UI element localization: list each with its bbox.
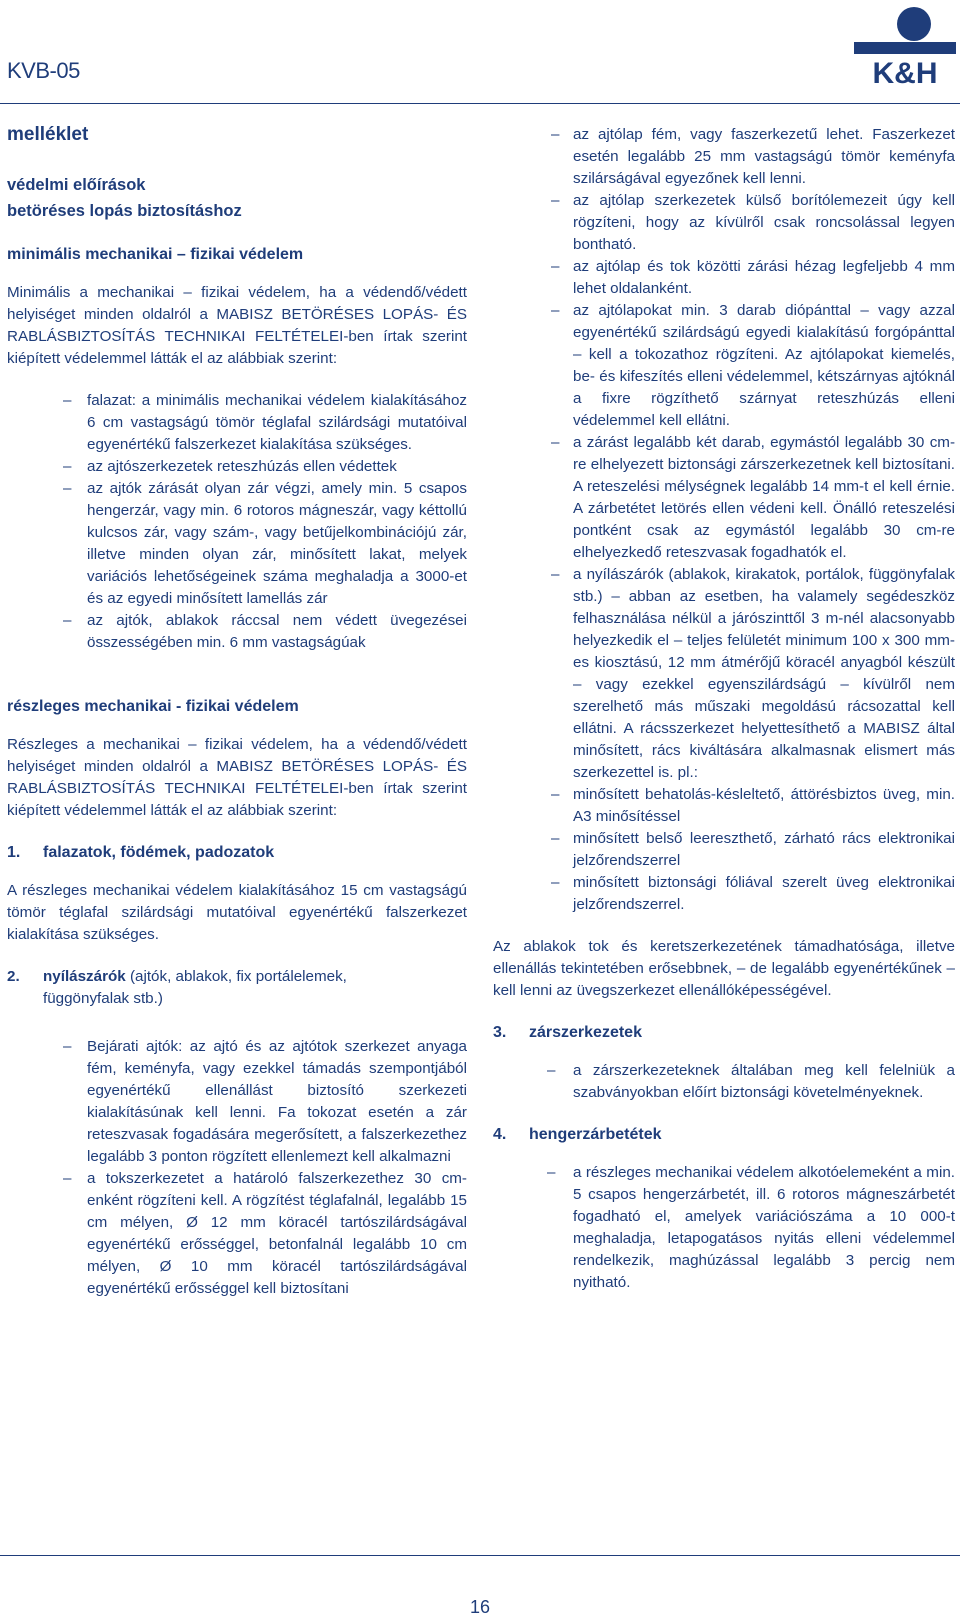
list-item: – a részleges mechanikai védelem alkotóelemeként a min. 5 csapos hengerzárbetét, ill. 6 rotoros mágneszárbetét fogadható el, amelyek variációszáma a 10 000-t meghaladja, letapogatásos nyitás elleni védelemmel rendelkezik, maghúzással legalább 3 percig nem nyitható. [493, 1162, 955, 1294]
list-item: – az ajtólap szerkezetek külső borítólemezeit úgy kell rögzíteni, hogy az kívülről csak roncsolással legyen bontható. [493, 190, 955, 256]
heading-continuation: függönyfalak stb.) [43, 990, 163, 1007]
list-item: – az ajtólapokat min. 3 darab diópánttal – vagy azzal egyenértékű szilárdságú egyedi kialakítású forgópánttal – kell a tokozathoz rögzíteni. Az ajtólapokat kiemelés, be- és kifeszítés elleni védelemmel, kétszárnyas ajtóknál a fixre rögzíthető szárnyat reteszhúzás elleni védelemmel kell ellátni. [493, 300, 955, 432]
kh-logo [852, 4, 958, 86]
list-item: – az ajtószerkezetek reteszhúzás ellen védettek [7, 456, 467, 478]
logo-bar [854, 42, 956, 54]
list-item: – minősített belső leereszthető, zárható rács elektronikai jelzőrendszerrel [493, 828, 955, 872]
section-heading-partial: részleges mechanikai - fizikai védelem [7, 698, 299, 715]
numbered-heading-1 [7, 842, 467, 864]
heading-rest: (ajtók, ablakok, fix portálelemek, [125, 968, 347, 985]
numbered-heading-3 [493, 1022, 955, 1044]
list-item: – a zárszerkezeteknek általában meg kell felelniük a szabványokban előírt biztonsági követelményeknek. [493, 1060, 955, 1104]
heading-number: 1. [7, 844, 21, 861]
doc-code: KVB-05 [7, 58, 80, 83]
list-item: – az ajtók zárását olyan zár végzi, amely min. 5 csapos hengerzár, vagy min. 6 rotoros mágneszár, vagy kéttollú kulcsos zár, vagy szám-, vagy betűjelkombinációjú zár, illetve minden olyan zár, minősített lakat, melyek variációs lehetőségeinek száma meghaladja a 3000-et és az egyedi minősített lamellás zár [7, 478, 467, 610]
section-intro-partial: Részleges a mechanikai – fizikai védelem, ha a védendő/védett helyiséget minden oldalról a MABISZ BETÖRÉSES LOPÁS- ÉS RABLÁSBIZTOSÍTÁS TECHNIKAI FELTÉTELEI-ben írtak szerint kiépített védelemmel látták el az alábbiak szerint: [7, 736, 467, 819]
list-item: – az ajtólap fém, vagy faszerkezetű lehet. Faszerkezet esetén legalább 25 mm vastagságú tömör keményfa szilárságával egyezőnek kell lenni. [493, 124, 955, 190]
page-number: 16 [469, 1597, 491, 1617]
list-item: – falazat: a minimális mechanikai védelem kialakításához 6 cm vastagságú tömör téglafal szilárdsági mutatóival egyenértékű falszerkezet kialakítása szükséges. [7, 390, 467, 456]
heading-text: falazatok, födémek, padozatok [43, 844, 275, 861]
page-title: melléklet [7, 124, 89, 145]
main-heading-line: betöréses lopás biztosításhoz [7, 202, 242, 220]
heading-text: nyílászárók [43, 968, 126, 985]
doors-list [7, 1036, 467, 1300]
main-heading-line: védelmi előírások [7, 176, 146, 194]
right-column [493, 124, 955, 1314]
list-item: – Bejárati ajtók: az ajtó és az ajtótok szerkezet anyaga fém, keményfa, vagy ezekkel támadás szempontjából egyenértékű ellenállást biztosító szerkezeti kialakításúnak kell lenni. Fa tokozat esetén a zár reteszvasak fogadására megerősített, a falszerkezethez legalább 3 ponton rögzített ellenlemezt kell alkalmazni [7, 1036, 467, 1168]
list-item: – az ajtólap és tok közötti zárási hézag legfeljebb 4 mm lehet oldalanként. [493, 256, 955, 300]
heading-number: 4. [493, 1126, 507, 1143]
list-item: – a nyílászárók (ablakok, kirakatok, portálok, függönyfalak stb.) – abban az esetben, ha valamely segédeszköz felhasználása nélkül a járószinttől 3 m-nél alacsonyabb helyezkedik el – teljes felületét minimum 100 x 300 mm-es kiosztású, 12 mm átmérőjű köracél anyagból készült – vagy ezekkel egyenszilárdságú – kívülről nem szerelhető más műszaki megoldású rácsozattal kell ellátni. A rácsszerkezet helyettesíthető a MABISZ által minősített, rács kiváltására alkalmasnak elismert más szerkezettel is. pl.: [493, 564, 955, 784]
logo-figure-head [897, 7, 931, 41]
list-item: – minősített biztonsági fóliával szerelt üveg elektronikai jelzőrendszerrel. [493, 872, 955, 916]
heading-number: 2. [7, 968, 20, 985]
numbered-heading-4 [493, 1124, 955, 1146]
logo-text: K&H [872, 57, 938, 86]
list-item: – az ajtók, ablakok ráccsal nem védett üvegezései összességében min. 6 mm vastagságúak [7, 610, 467, 654]
section-intro-minimal: Minimális a mechanikai – fizikai védelem, ha a védendő/védett helyiséget minden oldalról a MABISZ BETÖRÉSES LOPÁS- ÉS RABLÁSBIZTOSÍTÁS TECHNIKAI FELTÉTELEI-ben írtak szerint kiépített védelemmel látták el az alábbiak szerint: [7, 284, 467, 367]
locks-list [493, 1060, 955, 1104]
section-heading-minimal: minimális mechanikai – fizikai védelem [7, 246, 304, 263]
frames-paragraph: Az ablakok tok és keretszerkezetének támadhatósága, illetve ellenállás tekintetében erősebbnek, – de legalább egyenértékűnek – kell lenni az üvegszerkezet ellenállóképességével. [493, 938, 955, 999]
heading-text: hengerzárbetétek [529, 1126, 662, 1143]
door-leaf-list [493, 124, 955, 916]
list-item: – a tokszerkezetet a határoló falszerkezethez 30 cm-enként rögzíteni kell. A rögzítést téglafalnál, legalább 15 cm mélyen, Ø 12 mm köracél tartószilárdságával egyenértékű erősséggel, betonfalnál legalább 10 cm mélyen, Ø 10 mm köracél tartószilárdságával egyenértékű erősséggel kell biztosítani [7, 1168, 467, 1300]
list-item: – a zárást legalább két darab, egymástól legalább 30 cm-re elhelyezett biztonsági zárszerkezetnek kell biztosítani. A reteszelési mélységnek legalább 14 mm-t el kell érnie. A zárbetétet letörés ellen védeni kell. Önálló reteszelési pontként csak az egymástól legalább 30 cm-re elhelyezkedő reteszvasak fogadhatók el. [493, 432, 955, 564]
left-column [7, 120, 467, 1342]
heading-number: 3. [493, 1024, 507, 1041]
footer-divider [0, 1555, 960, 1556]
list-item: – minősített behatolás-késleltető, áttörésbiztos üveg, min. A3 minősítéssel [493, 784, 955, 828]
walls-paragraph: A részleges mechanikai védelem kialakításához 15 cm vastagságú tömör téglafal szilárdsági mutatóival egyenértékű falszerkezet kialakítása szükséges. [7, 882, 467, 943]
main-heading [7, 172, 467, 224]
numbered-heading-2 [7, 966, 467, 988]
header-divider [0, 103, 960, 104]
minimal-requirements-list [7, 390, 467, 654]
cylinder-list [493, 1162, 955, 1294]
heading-text: zárszerkezetek [529, 1024, 642, 1041]
